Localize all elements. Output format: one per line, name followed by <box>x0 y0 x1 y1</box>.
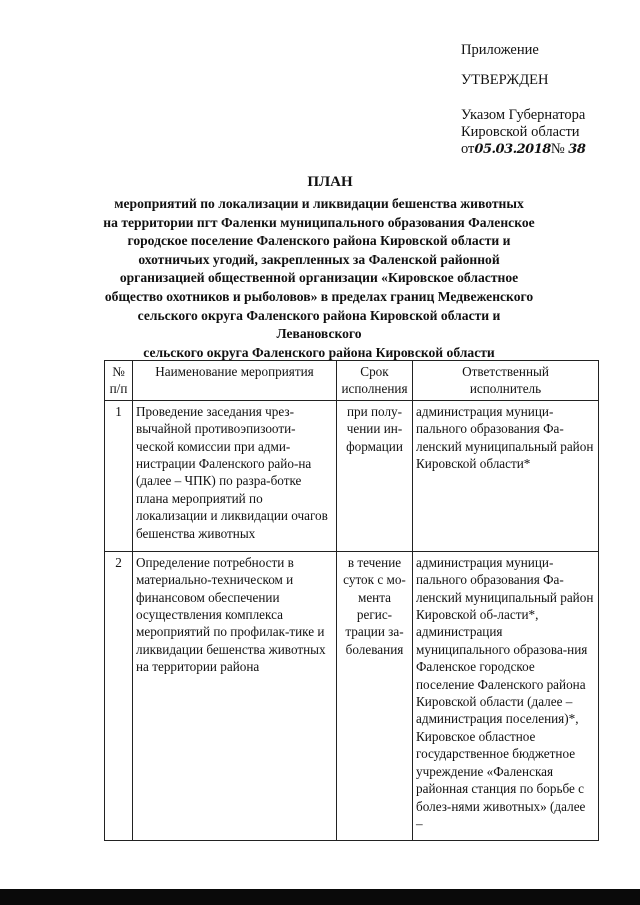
row-activity: Проведение заседания чрез-вычайной противоэпизооти-ческой комиссии при адми-нистрации Фаленского райо-на (далее – ЧПК) по разра-ботке плана мероприятий по локализации и ликвидации очагов бешенства животных <box>133 400 337 551</box>
header-term-line2: исполнения <box>341 381 408 397</box>
date-prefix: от <box>461 141 475 157</box>
row-term: при полу-чении ин-формации <box>337 400 413 551</box>
number-prefix: № <box>550 141 565 157</box>
header-term-line1: Срок <box>360 364 389 379</box>
approved-label: УТВЕРЖДЕН <box>461 72 549 88</box>
header-number <box>105 361 133 401</box>
subtitle-line: охотничьих угодий, закрепленных за Фаленской районной <box>138 251 500 267</box>
handwritten-number: 38 <box>568 142 586 157</box>
scan-edge-bar <box>0 889 640 905</box>
row-term: в течение суток с мо-мента регис-трации за-болевания <box>337 551 413 840</box>
row-number: 2 <box>105 551 133 840</box>
subtitle-line: мероприятий по локализации и ликвидации бешенства животных <box>114 196 524 211</box>
table-row <box>105 551 599 840</box>
row-activity: Определение потребности в материально-техническом и финансовом обеспечении осуществления комплекса мероприятий по профилак-тике и ликвидации бешенства животных на территории района <box>133 551 337 840</box>
plan-title: ПЛАН <box>307 174 353 190</box>
header-name: Наименование мероприятия <box>133 361 337 401</box>
decree-date-line <box>461 141 631 158</box>
row-responsible: администрация муници-пального образования Фа-ленский муниципальный район Кировской об-ласти*, администрация муниципального образова-ния Фаленское городское поселение Фаленского района Кировской области (далее – администрация поселения)*, Кировское областное государственное бюджетное учреждение «Фаленская районная станция по борьбе с болез-нями животных» (далее – <box>413 551 599 840</box>
header-number-line2: п/п <box>109 381 128 397</box>
table-row <box>105 400 599 551</box>
plan-subtitle <box>103 195 535 362</box>
appendix-label: Приложение <box>461 42 539 58</box>
subtitle-line: городское поселение Фаленского района Кировской области и <box>127 233 511 249</box>
row-number: 1 <box>105 400 133 551</box>
subtitle-line: организацией общественной организации «Кировское областное <box>119 270 519 286</box>
table-header-row <box>105 361 599 401</box>
decree-line-1: Указом Губернатора <box>461 107 586 123</box>
subtitle-line: на территории пгт Фаленки муниципального образования Фаленское <box>103 214 535 230</box>
header-number-line1: № <box>112 364 125 379</box>
plan-table <box>104 360 599 841</box>
handwritten-date: 05.03.2018 <box>474 142 551 157</box>
header-responsible-line1: Ответственный <box>462 364 549 379</box>
subtitle-line: сельского округа Фаленского района Кировской области и Левановского <box>137 307 501 342</box>
header-term <box>337 361 413 401</box>
subtitle-line: сельского округа Фаленского района Кировской области <box>143 344 495 360</box>
row-responsible: администрация муници-пального образования Фа-ленский муниципальный район Кировской области* <box>413 400 599 551</box>
decree-line-2: Кировской области <box>461 124 580 140</box>
approval-block <box>461 42 631 158</box>
header-responsible <box>413 361 599 401</box>
header-responsible-line2: исполнитель <box>469 381 542 397</box>
subtitle-line: общество охотников и рыболовов» в пределах границ Медвеженского <box>104 288 534 304</box>
